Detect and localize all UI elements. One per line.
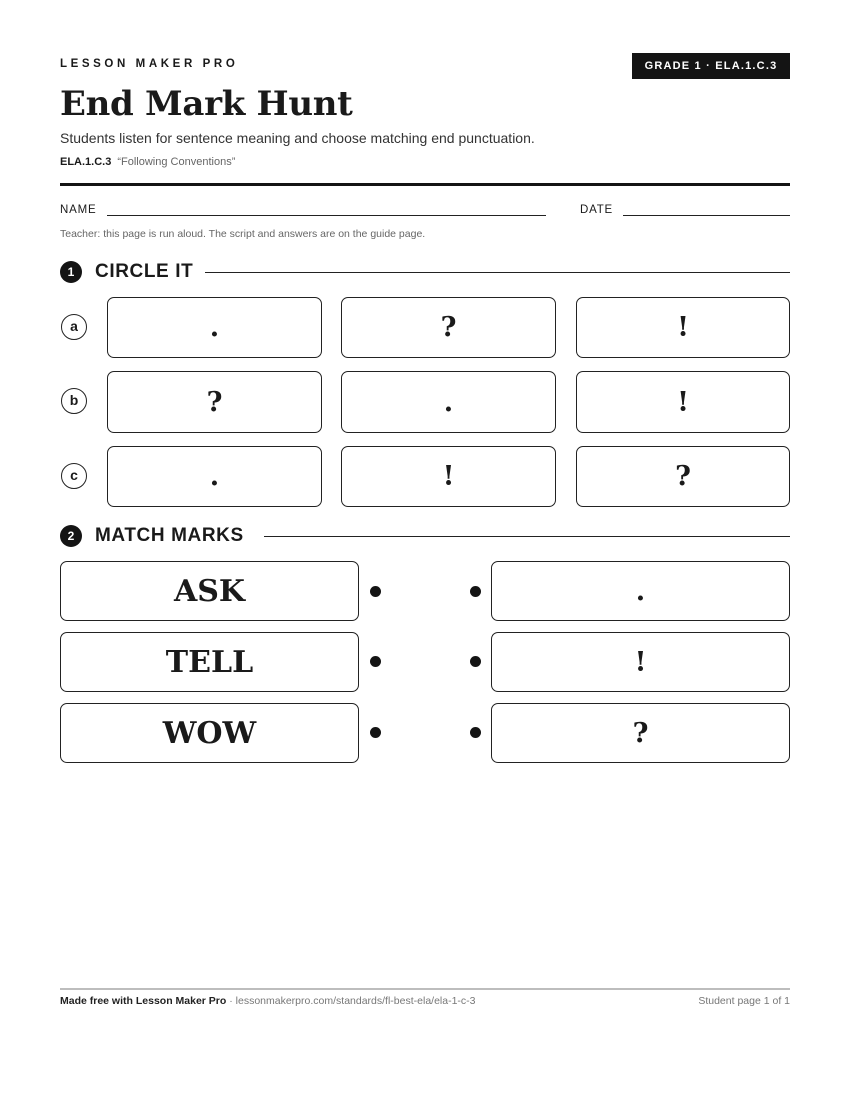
- option-box[interactable]: [341, 371, 556, 433]
- option-mark: ?: [440, 312, 457, 343]
- section-1-rule: [205, 272, 790, 273]
- standard-description: “Following Conventions”: [117, 156, 236, 168]
- option-box[interactable]: [107, 371, 322, 433]
- match-dot-left[interactable]: [370, 727, 381, 738]
- section-1-number: 1: [60, 261, 82, 283]
- option-mark: .: [443, 386, 454, 418]
- section-2-title: MATCH MARKS: [95, 525, 244, 546]
- option-mark: .: [209, 461, 220, 492]
- match-word: TELL: [165, 644, 254, 680]
- option-box[interactable]: [576, 297, 790, 358]
- match-dot-right[interactable]: [470, 727, 481, 738]
- footer-made-with: Made free with Lesson Maker Pro: [60, 995, 227, 1007]
- match-dot-right[interactable]: [470, 586, 481, 597]
- option-box[interactable]: [107, 446, 322, 507]
- match-word-box: [60, 561, 359, 621]
- match-word-box: [60, 703, 359, 763]
- section-2-header: [60, 524, 244, 548]
- standard-line: [60, 156, 235, 168]
- match-mark: ?: [632, 717, 649, 749]
- option-mark: !: [677, 386, 689, 418]
- section-2-rule: [264, 536, 790, 537]
- match-dot-right[interactable]: [470, 656, 481, 667]
- match-mark-box: [491, 632, 790, 692]
- option-mark: ?: [206, 386, 223, 418]
- option-box[interactable]: [576, 446, 790, 507]
- row-letter-c: c: [61, 463, 87, 489]
- match-dot-left[interactable]: [370, 586, 381, 597]
- footer-credit: [60, 995, 476, 1007]
- option-box[interactable]: [107, 297, 322, 358]
- page-subtitle: Students listen for sentence meaning and choose matching end punctuation.: [60, 130, 535, 146]
- brand-name: LESSON MAKER PRO: [60, 58, 239, 70]
- grade-badge: GRADE 1 · ELA.1.C.3: [632, 53, 790, 79]
- option-mark: ?: [675, 461, 691, 492]
- section-1-header: [60, 260, 193, 284]
- teacher-note: Teacher: this page is run aloud. The script and answers are on the guide page.: [60, 228, 426, 240]
- option-mark: .: [209, 312, 220, 343]
- match-mark-box: [491, 703, 790, 763]
- match-word-box: [60, 632, 359, 692]
- match-mark: .: [635, 575, 646, 607]
- match-mark: !: [634, 646, 647, 678]
- option-mark: !: [677, 312, 689, 343]
- name-label: NAME: [60, 204, 97, 216]
- header-divider: [60, 183, 790, 186]
- match-word: WOW: [162, 715, 257, 751]
- option-mark: !: [442, 461, 455, 492]
- date-label: DATE: [580, 204, 614, 216]
- footer-page-number: Student page 1 of 1: [698, 995, 790, 1007]
- row-letter-b: b: [61, 388, 87, 414]
- match-word: ASK: [173, 573, 245, 609]
- footer-divider: [60, 988, 790, 990]
- footer-url[interactable]: lessonmakerpro.com/standards/fl-best-ela/ela-1-c-3: [235, 995, 476, 1007]
- standard-code: ELA.1.C.3: [60, 156, 112, 168]
- page-title: End Mark Hunt: [60, 84, 353, 124]
- option-box[interactable]: [341, 297, 556, 358]
- option-box[interactable]: [341, 446, 556, 507]
- footer-separator: ·: [226, 995, 236, 1007]
- match-mark-box: [491, 561, 790, 621]
- date-line[interactable]: [623, 215, 790, 216]
- section-1-title: CIRCLE IT: [95, 261, 194, 282]
- row-letter-a: a: [61, 314, 87, 340]
- option-box[interactable]: [576, 371, 790, 433]
- match-dot-left[interactable]: [370, 656, 381, 667]
- section-2-number: 2: [60, 525, 82, 547]
- name-line[interactable]: [107, 215, 546, 216]
